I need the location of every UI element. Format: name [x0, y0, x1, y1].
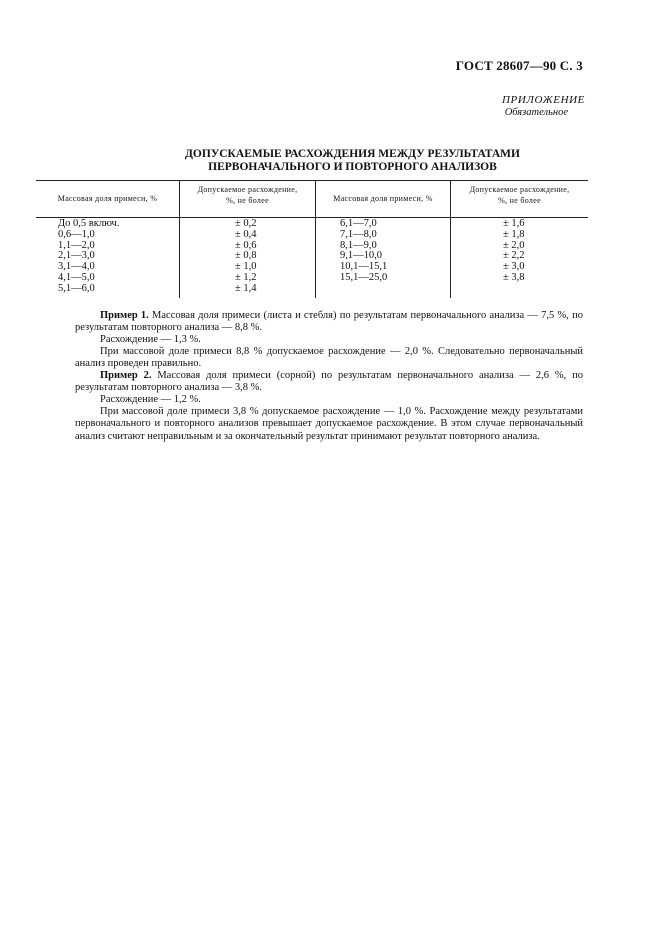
table-cell: ± 3,0: [503, 261, 525, 273]
table-cell: ± 2,2: [503, 250, 525, 262]
table-cell: 7,1—8,0: [340, 228, 377, 240]
header-tolerance-1: [180, 184, 315, 206]
tolerance-table: [36, 180, 588, 294]
appendix-status: Обязательное: [504, 107, 568, 118]
table-cell: ± 0,6: [235, 239, 257, 251]
appendix-label: ПРИЛОЖЕНИЕ: [502, 94, 585, 106]
table-cell: 0,6—1,0: [58, 228, 95, 240]
header-tolerance-2-line1: Допускаемое расхождение,: [469, 185, 570, 194]
table-cell: ± 1,0: [235, 261, 257, 273]
table-cell: ± 1,4: [235, 282, 257, 294]
document-title: [0, 148, 661, 174]
example-2-conclusion-text: При массовой доле примеси 3,8 % допускаемое расхождение — 1,0 %. Расхождение между результатами первоначального и повторного анализов превышает допускаемое расхождение. В этом случае первоначальный анализ считают неправильным и за окончательный результат принимают результат повторного анализа.: [75, 406, 583, 442]
table-cell: ± 0,8: [235, 250, 257, 262]
page-header: ГОСТ 28607—90 С. 3: [455, 58, 583, 73]
header-tolerance-2-line2: %, не более: [498, 196, 541, 205]
example-1-conclusion: [75, 346, 583, 371]
table-cell: 3,1—4,0: [58, 261, 95, 273]
table-cell: 10,1—15,1: [340, 261, 388, 273]
table-cell: 5,1—6,0: [58, 282, 95, 294]
header-tolerance-2: [451, 184, 588, 206]
header-tolerance-1-line1: Допускаемое расхождение,: [197, 185, 298, 194]
table-cell: ± 1,8: [503, 228, 525, 240]
example-2-paragraph: [75, 370, 583, 395]
right-tolerance-column: [503, 219, 525, 284]
table-cell: 1,1—2,0: [58, 239, 95, 251]
left-tolerance-column: [235, 219, 257, 295]
example-1-paragraph: [75, 310, 583, 335]
table-cell: ± 2,0: [503, 239, 525, 251]
example-2-conclusion: [75, 406, 583, 443]
table-cell: 9,1—10,0: [340, 250, 382, 262]
header-impurity-1: Массовая доля примеси, %: [57, 194, 158, 203]
table-cell: ± 0,4: [235, 228, 257, 240]
table-cell: ± 0,2: [235, 218, 257, 229]
table-cell: 6,1—7,0: [340, 218, 377, 229]
example-1-label: Пример 1.: [100, 310, 149, 321]
example-1-difference: [75, 334, 583, 346]
title-line-1: ДОПУСКАЕМЫЕ РАСХОЖДЕНИЯ МЕЖДУ РЕЗУЛЬТАТАМИ: [185, 148, 520, 160]
header-impurity-2: Массовая доля примеси, %: [333, 194, 433, 203]
table-cell: ± 3,8: [503, 271, 525, 283]
title-line-2: ПЕРВОНАЧАЛЬНОГО И ПОВТОРНОГО АНАЛИЗОВ: [208, 161, 497, 173]
table-cell: ± 1,2: [235, 271, 257, 283]
left-range-column: [58, 219, 119, 295]
table-cell: 4,1—5,0: [58, 271, 95, 283]
table-cell: 15,1—25,0: [340, 271, 388, 283]
example-2-label: Пример 2.: [100, 370, 152, 381]
example-2-difference: [75, 394, 583, 406]
header-tolerance-1-line2: %, не более: [226, 196, 269, 205]
table-top-rule: [36, 180, 588, 181]
table-cell: До 0,5 включ.: [58, 218, 120, 229]
table-cell: 2,1—3,0: [58, 250, 95, 262]
example-1-text: Массовая доля примеси (листа и стебля) по результатам первоначального анализа — 7,5 %, по результатам повторного анализа — 8,8 %.: [75, 310, 583, 334]
table-cell: ± 1,6: [503, 218, 525, 229]
example-2-difference-text: Расхождение — 1,2 %.: [100, 394, 201, 405]
example-1-conclusion-text: При массовой доле примеси 8,8 % допускаемое расхождение — 2,0 %. Следовательно первоначальный анализ проведен правильно.: [75, 346, 583, 370]
table-cell: 8,1—9,0: [340, 239, 377, 251]
right-range-column: [340, 219, 387, 284]
example-2-text: Массовая доля примеси (сорной) по результатам первоначального анализа — 2,6 %, по результатам повторного анализа — 3,8 %.: [75, 370, 583, 394]
example-1-difference-text: Расхождение — 1,3 %.: [100, 334, 201, 345]
